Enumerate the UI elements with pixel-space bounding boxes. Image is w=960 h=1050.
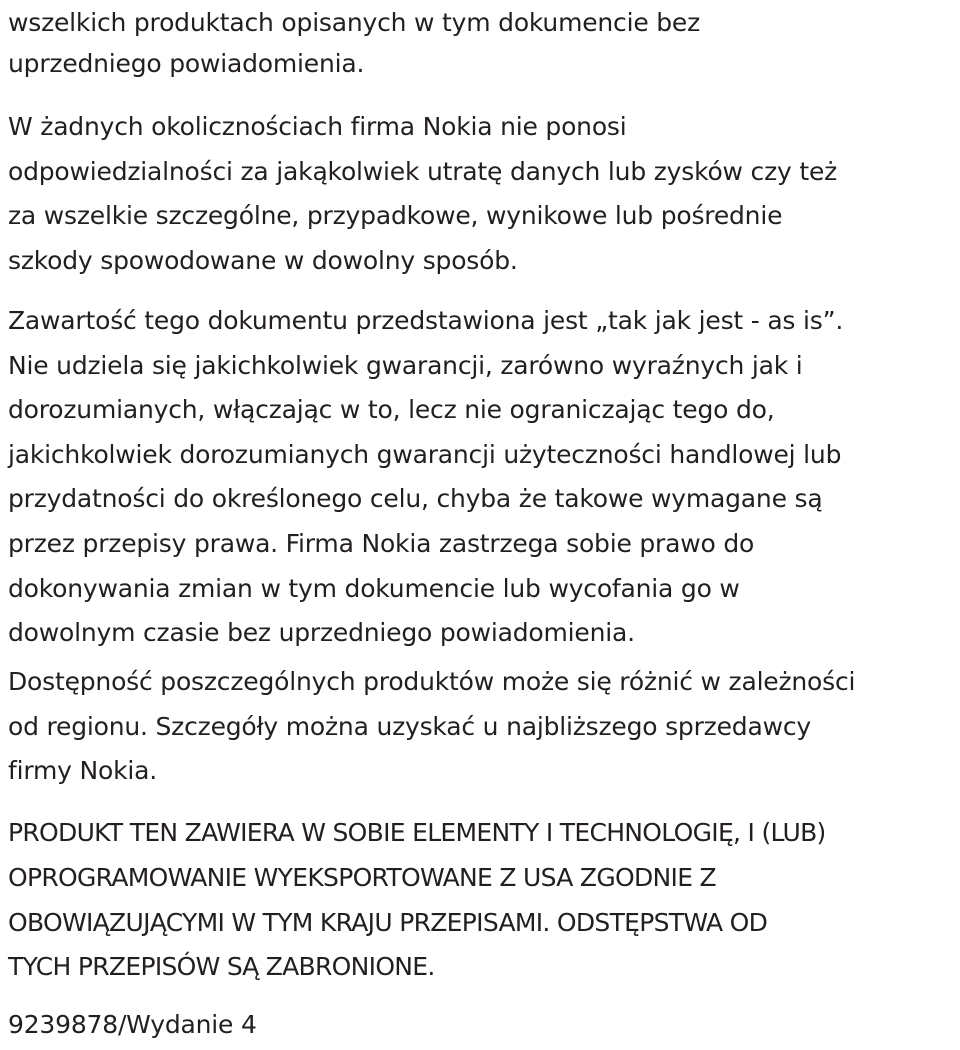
paragraph-warranty: Zawartość tego dokumentu przedstawiona jest „tak jak jest - as is”. Nie udziela się jakichkolwiek gwarancji, zarówno wyraźnych jak i dorozumianych, włączając w to, lecz nie ograniczając tego do, jakichkolwiek dorozumianych gwarancji użyteczności handlowej lub przydatności do określonego celu, chyba że takowe wymagane są przez przepisy prawa. Firma Nokia zastrzega sobie prawo do dokonywania zmian w tym dokumencie lub wycofania go w dowolnym czasie bez uprzedniego powiadomienia. — [8, 306, 844, 648]
paragraph-availability: Dostępność poszczególnych produktów może się różnić w zależności od regionu. Szczegóły można uzyskać u najbliższego sprzedawcy firmy Nokia. — [8, 667, 856, 785]
paragraph-change-notice: wszelkich produktach opisanych w tym dokumencie bez uprzedniego powiadomienia. — [8, 8, 701, 78]
paragraph-liability: W żadnych okolicznościach firma Nokia nie ponosi odpowiedzialności za jakąkolwiek utratę danych lub zysków czy też za wszelkie szczególne, przypadkowe, wynikowe lub pośrednie szkody spowodowane w dowolny sposób. — [8, 112, 838, 275]
paragraph-export-control: PRODUKT TEN ZAWIERA W SOBIE ELEMENTY I TECHNOLOGIĘ, I (LUB) OPROGRAMOWANIE WYEKSPORTOWANE Z USA ZGODNIE Z OBOWIĄZUJĄCYMI W TYM KRAJU PRZEPISAMI. ODSTĘPSTWA OD TYCH PRZEPISÓW SĄ ZABRONIONE. — [8, 818, 826, 982]
document-code: 9239878/Wydanie 4 — [8, 1010, 257, 1039]
